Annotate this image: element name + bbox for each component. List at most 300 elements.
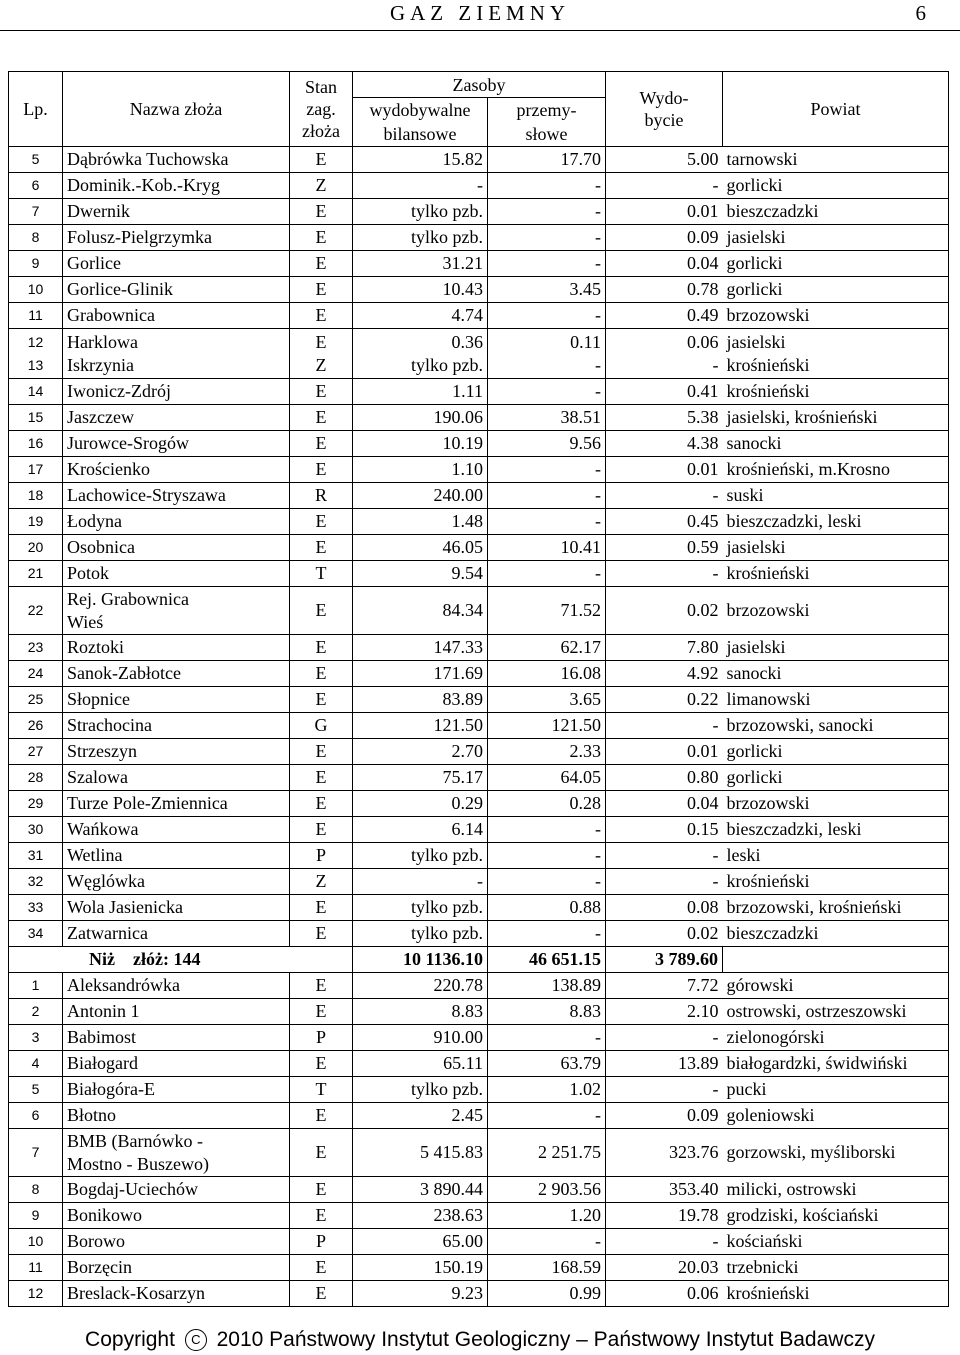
cell-stan: E: [290, 687, 353, 713]
cell-powiat: gorlicki: [723, 277, 949, 303]
cell-lp: 10: [9, 277, 63, 303]
cell-wydobycie: -: [606, 843, 723, 869]
cell-lp: 26: [9, 713, 63, 739]
cell-przemyslowe: 17.70: [488, 147, 606, 173]
cell-przemyslowe: 9.56: [488, 431, 606, 457]
cell-przemyslowe: -: [488, 921, 606, 947]
cell-lp: 33: [9, 895, 63, 921]
cell-name: Łodyna: [63, 509, 290, 535]
cell-stan: E: [290, 225, 353, 251]
col-prz-l2: słowe: [525, 124, 568, 144]
cell-wydobywalne: 240.00: [353, 483, 488, 509]
cell-lp: 7: [9, 199, 63, 225]
cell-przemyslowe: 0.88: [488, 895, 606, 921]
cell-name-line2: Mostno - Buszewo): [67, 1153, 209, 1174]
col-stan: [290, 72, 353, 147]
cell-wydobycie: 5.00: [606, 147, 723, 173]
cell-name: Błotno: [63, 1103, 290, 1129]
cell-wydobywalne: 65.11: [353, 1051, 488, 1077]
cell-stan: E: [290, 1103, 353, 1129]
cell-wydobywalne: 910.00: [353, 1025, 488, 1051]
table-row: [9, 199, 949, 225]
cell-wydobycie: 20.03: [606, 1255, 723, 1281]
cell-powiat-line1: jasielski: [726, 331, 786, 352]
cell-stan: E: [290, 277, 353, 303]
table-row: [9, 999, 949, 1025]
cell-wydobycie: -: [606, 1077, 723, 1103]
cell-stan: P: [290, 1229, 353, 1255]
cell-powiat: brzozowski, krośnieński: [723, 895, 949, 921]
table-header: [9, 72, 949, 147]
cell-stan: E: [290, 895, 353, 921]
table-row: [9, 661, 949, 687]
col-powiat: Powiat: [723, 72, 949, 147]
cell-name: [63, 1129, 290, 1177]
cell-stan: Z: [290, 869, 353, 895]
cell-powiat: białogardzki, świdwiński: [723, 1051, 949, 1077]
cell-stan: T: [290, 561, 353, 587]
cell-name-line1: Rej. Grabownica: [67, 588, 189, 609]
cell-stan: E: [290, 379, 353, 405]
table-row: [9, 277, 949, 303]
cell-wydobycie: 323.76: [606, 1129, 723, 1177]
cell-lp: 10: [9, 1229, 63, 1255]
cell-przemyslowe: 1.02: [488, 1077, 606, 1103]
cell-lp: 5: [9, 147, 63, 173]
cell-stan: Z: [290, 173, 353, 199]
table-row: [9, 921, 949, 947]
page-number: 6: [915, 1, 926, 25]
cell-name: Sanok-Zabłotce: [63, 661, 290, 687]
cell-name: Gorlice: [63, 251, 290, 277]
col-wydo-l2: bycie: [644, 110, 684, 130]
table-row: [9, 765, 949, 791]
cell-name: Lachowice-Stryszawa: [63, 483, 290, 509]
deposits-table: [8, 71, 949, 1307]
cell-wydobycie: 0.04: [606, 251, 723, 277]
cell-wydobycie: 13.89: [606, 1051, 723, 1077]
cell-przemyslowe: -: [488, 483, 606, 509]
cell-wydobycie: 19.78: [606, 1203, 723, 1229]
cell-lp: 20: [9, 535, 63, 561]
table-row: [9, 535, 949, 561]
cell-stan: E: [290, 587, 353, 635]
cell-wydobycie: 0.09: [606, 1103, 723, 1129]
cell-wydobycie: 4.92: [606, 661, 723, 687]
cell-wydobywalne: tylko pzb.: [353, 225, 488, 251]
cell-lp: 2: [9, 999, 63, 1025]
cell-przemyslowe: -: [488, 817, 606, 843]
cell-name: Dwernik: [63, 199, 290, 225]
cell-powiat: sanocki: [723, 661, 949, 687]
cell-przemyslowe: 62.17: [488, 635, 606, 661]
cell-wydobywalne: 121.50: [353, 713, 488, 739]
cell-wydobycie: -: [606, 869, 723, 895]
cell-wydobywalne: 65.00: [353, 1229, 488, 1255]
cell-przemyslowe: 38.51: [488, 405, 606, 431]
cell-stan: E: [290, 973, 353, 999]
cell-lp: 32: [9, 869, 63, 895]
cell-lp: 8: [9, 225, 63, 251]
cell-powiat: zielonogórski: [723, 1025, 949, 1051]
cell-wydobycie: -: [606, 1229, 723, 1255]
copyright-icon: C: [185, 1329, 207, 1351]
cell-name-line2: Iskrzynia: [67, 354, 134, 375]
table-row: [9, 635, 949, 661]
cell-stan: E: [290, 1051, 353, 1077]
cell-lp: 14: [9, 379, 63, 405]
cell-wydobycie: 0.01: [606, 739, 723, 765]
cell-name: Wola Jasienicka: [63, 895, 290, 921]
summary-wydob: 3 789.60: [606, 947, 723, 973]
cell-przemyslowe: 0.28: [488, 791, 606, 817]
cell-wydobycie: 0.22: [606, 687, 723, 713]
cell-stan: E: [290, 765, 353, 791]
cell-wydobywalne: tylko pzb.: [353, 1077, 488, 1103]
cell-powiat: gorlicki: [723, 765, 949, 791]
cell-przemyslowe: -: [488, 199, 606, 225]
cell-przemyslowe-line1: 0.11: [570, 331, 601, 352]
cell-wydobycie: 0.06: [606, 1281, 723, 1307]
cell-lp: 23: [9, 635, 63, 661]
table-row: [9, 895, 949, 921]
cell-wydobycie: -: [606, 1025, 723, 1051]
cell-stan: E: [290, 791, 353, 817]
cell-wydobycie: [606, 329, 723, 379]
table-row: [9, 713, 949, 739]
cell-stan: E: [290, 1129, 353, 1177]
cell-wydobycie: 0.02: [606, 587, 723, 635]
cell-przemyslowe: -: [488, 843, 606, 869]
cell-wydobycie: 0.49: [606, 303, 723, 329]
header-rule: [0, 30, 960, 31]
table-row: [9, 587, 949, 635]
cell-wydobywalne: tylko pzb.: [353, 199, 488, 225]
cell-lp: 7: [9, 1129, 63, 1177]
cell-wydobycie-line1: 0.06: [687, 331, 719, 352]
cell-przemyslowe: -: [488, 379, 606, 405]
cell-powiat: leski: [723, 843, 949, 869]
cell-wydobywalne: tylko pzb.: [353, 921, 488, 947]
cell-lp: 34: [9, 921, 63, 947]
cell-wydobycie: 0.02: [606, 921, 723, 947]
cell-wydobycie: 7.72: [606, 973, 723, 999]
cell-wydobywalne: 171.69: [353, 661, 488, 687]
cell-wydobywalne: -: [353, 869, 488, 895]
table-row: [9, 1077, 949, 1103]
col-wydo-l1: Wydo-: [639, 88, 689, 108]
cell-name: Jurowce-Srogów: [63, 431, 290, 457]
cell-wydobywalne: tylko pzb.: [353, 843, 488, 869]
cell-stan: E: [290, 405, 353, 431]
cell-name: Grabownica: [63, 303, 290, 329]
cell-powiat: bieszczadzki, leski: [723, 509, 949, 535]
table-row: [9, 739, 949, 765]
cell-wydobycie: 0.78: [606, 277, 723, 303]
cell-name: Strzeszyn: [63, 739, 290, 765]
cell-name: [63, 587, 290, 635]
cell-wydobywalne: 150.19: [353, 1255, 488, 1281]
cell-name: [63, 329, 290, 379]
cell-wydobywalne: 220.78: [353, 973, 488, 999]
cell-powiat: krośnieński: [723, 379, 949, 405]
cell-powiat: krośnieński: [723, 1281, 949, 1307]
table-row: [9, 1281, 949, 1307]
cell-name: Szalowa: [63, 765, 290, 791]
cell-wydobywalne: 8.83: [353, 999, 488, 1025]
cell-przemyslowe: 3.45: [488, 277, 606, 303]
summary-wyd: 10 1136.10: [353, 947, 488, 973]
cell-wydobycie: 0.09: [606, 225, 723, 251]
cell-powiat: suski: [723, 483, 949, 509]
cell-wydobywalne: 10.19: [353, 431, 488, 457]
cell-wydobywalne: 9.54: [353, 561, 488, 587]
cell-wydobycie: 0.41: [606, 379, 723, 405]
table-body-section2: [9, 973, 949, 1307]
cell-powiat: brzozowski: [723, 587, 949, 635]
col-wyd-l1: wydobywalne: [369, 100, 471, 120]
col-prz-l1: przemy-: [516, 100, 577, 120]
cell-wydobycie: 353.40: [606, 1177, 723, 1203]
cell-lp: 8: [9, 1177, 63, 1203]
cell-wydobycie: 4.38: [606, 431, 723, 457]
cell-lp: 11: [9, 303, 63, 329]
table-row: [9, 457, 949, 483]
cell-powiat: brzozowski, sanocki: [723, 713, 949, 739]
cell-przemyslowe: 2 903.56: [488, 1177, 606, 1203]
table-row: [9, 303, 949, 329]
cell-powiat: milicki, ostrowski: [723, 1177, 949, 1203]
cell-wydobycie: -: [606, 561, 723, 587]
cell-wydobycie: 0.01: [606, 457, 723, 483]
table-row: [9, 687, 949, 713]
cell-lp: 1: [9, 973, 63, 999]
cell-lp: 12: [9, 1281, 63, 1307]
cell-powiat: trzebnicki: [723, 1255, 949, 1281]
cell-wydobywalne: 4.74: [353, 303, 488, 329]
cell-stan: E: [290, 921, 353, 947]
cell-wydobycie: 0.45: [606, 509, 723, 535]
cell-name: Jaszczew: [63, 405, 290, 431]
cell-wydobycie: 7.80: [606, 635, 723, 661]
cell-name: Breslack-Kosarzyn: [63, 1281, 290, 1307]
cell-lp: 5: [9, 1077, 63, 1103]
cell-wydobywalne: -: [353, 173, 488, 199]
cell-wydobywalne: 75.17: [353, 765, 488, 791]
cell-stan-line1: E: [315, 331, 327, 352]
cell-powiat: sanocki: [723, 431, 949, 457]
cell-przemyslowe: 64.05: [488, 765, 606, 791]
cell-name: Borzęcin: [63, 1255, 290, 1281]
cell-stan: E: [290, 1281, 353, 1307]
cell-powiat: gorzowski, myśliborski: [723, 1129, 949, 1177]
cell-name-line1: BMB (Barnówko -: [67, 1130, 203, 1151]
cell-stan: E: [290, 457, 353, 483]
cell-name: Aleksandrówka: [63, 973, 290, 999]
table-row: [9, 1025, 949, 1051]
cell-lp: 15: [9, 405, 63, 431]
table-row: [9, 431, 949, 457]
cell-przemyslowe: 3.65: [488, 687, 606, 713]
cell-wydobywalne: 1.48: [353, 509, 488, 535]
cell-name: Słopnice: [63, 687, 290, 713]
cell-stan: E: [290, 817, 353, 843]
cell-stan: E: [290, 199, 353, 225]
cell-przemyslowe: -: [488, 251, 606, 277]
cell-name: Wańkowa: [63, 817, 290, 843]
cell-przemyslowe: -: [488, 1025, 606, 1051]
cell-powiat: ostrowski, ostrzeszowski: [723, 999, 949, 1025]
cell-powiat: [723, 329, 949, 379]
table-row: [9, 1229, 949, 1255]
cell-przemyslowe: -: [488, 173, 606, 199]
cell-stan: E: [290, 999, 353, 1025]
cell-name: Białogard: [63, 1051, 290, 1077]
cell-stan: E: [290, 1203, 353, 1229]
cell-stan: E: [290, 147, 353, 173]
page-title: GAZ ZIEMNY: [389, 1, 571, 25]
cell-wydobywalne-line2: tylko pzb.: [411, 354, 483, 375]
cell-wydobywalne: 84.34: [353, 587, 488, 635]
cell-przemyslowe: 138.89: [488, 973, 606, 999]
cell-lp: 27: [9, 739, 63, 765]
cell-wydobycie: 0.01: [606, 199, 723, 225]
col-wyd-l2: bilansowe: [383, 124, 457, 144]
cell-wydobywalne: 9.23: [353, 1281, 488, 1307]
col-stan-l2: zag.: [306, 99, 336, 119]
cell-przemyslowe: 8.83: [488, 999, 606, 1025]
cell-lp: [9, 329, 63, 379]
summary-prz: 46 651.15: [488, 947, 606, 973]
cell-wydobywalne: 10.43: [353, 277, 488, 303]
cell-lp: 22: [9, 587, 63, 635]
cell-name: Osobnica: [63, 535, 290, 561]
table-row: [9, 251, 949, 277]
cell-wydobycie: 0.08: [606, 895, 723, 921]
table-row: [9, 147, 949, 173]
cell-stan: E: [290, 635, 353, 661]
cell-wydobycie: -: [606, 713, 723, 739]
cell-name: Roztoki: [63, 635, 290, 661]
cell-wydobycie: 0.15: [606, 817, 723, 843]
cell-wydobywalne: 238.63: [353, 1203, 488, 1229]
cell-powiat: gorlicki: [723, 251, 949, 277]
cell-stan: E: [290, 303, 353, 329]
cell-lp: 18: [9, 483, 63, 509]
copyright-prefix: Copyright: [85, 1328, 175, 1351]
cell-przemyslowe: -: [488, 1103, 606, 1129]
cell-wydobycie-line2: -: [712, 354, 719, 375]
table-row: [9, 1051, 949, 1077]
table-body-section1: [9, 147, 949, 947]
cell-name: Węglówka: [63, 869, 290, 895]
cell-name: Babimost: [63, 1025, 290, 1051]
cell-lp: 17: [9, 457, 63, 483]
cell-wydobywalne: 1.10: [353, 457, 488, 483]
cell-wydobywalne: 6.14: [353, 817, 488, 843]
cell-powiat: pucki: [723, 1077, 949, 1103]
cell-stan: R: [290, 483, 353, 509]
cell-name: Potok: [63, 561, 290, 587]
cell-przemyslowe: 10.41: [488, 535, 606, 561]
col-wydobycie: [606, 72, 723, 147]
cell-name: Bogdaj-Uciechów: [63, 1177, 290, 1203]
cell-name-line2: Wieś: [67, 611, 104, 632]
cell-powiat: tarnowski: [723, 147, 949, 173]
cell-przemyslowe: 2.33: [488, 739, 606, 765]
cell-przemyslowe: 0.99: [488, 1281, 606, 1307]
table-row: [9, 843, 949, 869]
cell-lp: 9: [9, 251, 63, 277]
cell-wydobycie: -: [606, 483, 723, 509]
cell-przemyslowe: -: [488, 869, 606, 895]
cell-wydobywalne: 0.29: [353, 791, 488, 817]
cell-powiat: jasielski: [723, 635, 949, 661]
cell-stan: E: [290, 1255, 353, 1281]
cell-stan: E: [290, 251, 353, 277]
cell-lp-line1: 12: [27, 333, 44, 350]
cell-powiat: kościański: [723, 1229, 949, 1255]
cell-powiat: grodziski, kościański: [723, 1203, 949, 1229]
cell-przemyslowe: -: [488, 1229, 606, 1255]
table-row: [9, 329, 949, 379]
cell-name: Strachocina: [63, 713, 290, 739]
col-przemyslowe: [488, 98, 606, 147]
col-stan-l1: Stan: [304, 77, 337, 97]
col-lp: Lp.: [9, 72, 63, 147]
cell-wydobywalne: 147.33: [353, 635, 488, 661]
col-wydobywalne: [353, 98, 488, 147]
cell-powiat: krośnieński, m.Krosno: [723, 457, 949, 483]
cell-name: Gorlice-Glinik: [63, 277, 290, 303]
cell-lp: 24: [9, 661, 63, 687]
table-row: [9, 1103, 949, 1129]
cell-lp: 31: [9, 843, 63, 869]
cell-lp: 19: [9, 509, 63, 535]
cell-lp: 30: [9, 817, 63, 843]
cell-wydobywalne: 15.82: [353, 147, 488, 173]
cell-stan: E: [290, 509, 353, 535]
cell-wydobywalne: tylko pzb.: [353, 895, 488, 921]
cell-lp: 4: [9, 1051, 63, 1077]
cell-powiat: gorlicki: [723, 173, 949, 199]
cell-przemyslowe: -: [488, 561, 606, 587]
table-row: [9, 1129, 949, 1177]
cell-powiat: krośnieński: [723, 561, 949, 587]
cell-lp: 9: [9, 1203, 63, 1229]
cell-przemyslowe: [488, 329, 606, 379]
table-row: [9, 869, 949, 895]
cell-stan: T: [290, 1077, 353, 1103]
cell-name: Wetlina: [63, 843, 290, 869]
cell-wydobywalne: [353, 329, 488, 379]
cell-stan: E: [290, 431, 353, 457]
cell-lp: 29: [9, 791, 63, 817]
cell-wydobycie: 2.10: [606, 999, 723, 1025]
cell-wydobywalne-line1: 0.36: [451, 331, 483, 352]
cell-stan: [290, 329, 353, 379]
cell-przemyslowe: -: [488, 225, 606, 251]
cell-name: Iwonicz-Zdrój: [63, 379, 290, 405]
cell-powiat: górowski: [723, 973, 949, 999]
cell-lp: 6: [9, 1103, 63, 1129]
cell-przemyslowe: -: [488, 303, 606, 329]
summary-powiat: [723, 947, 949, 973]
cell-powiat: jasielski, krośnieński: [723, 405, 949, 431]
cell-przemyslowe: 16.08: [488, 661, 606, 687]
cell-lp: 16: [9, 431, 63, 457]
cell-powiat: brzozowski: [723, 791, 949, 817]
